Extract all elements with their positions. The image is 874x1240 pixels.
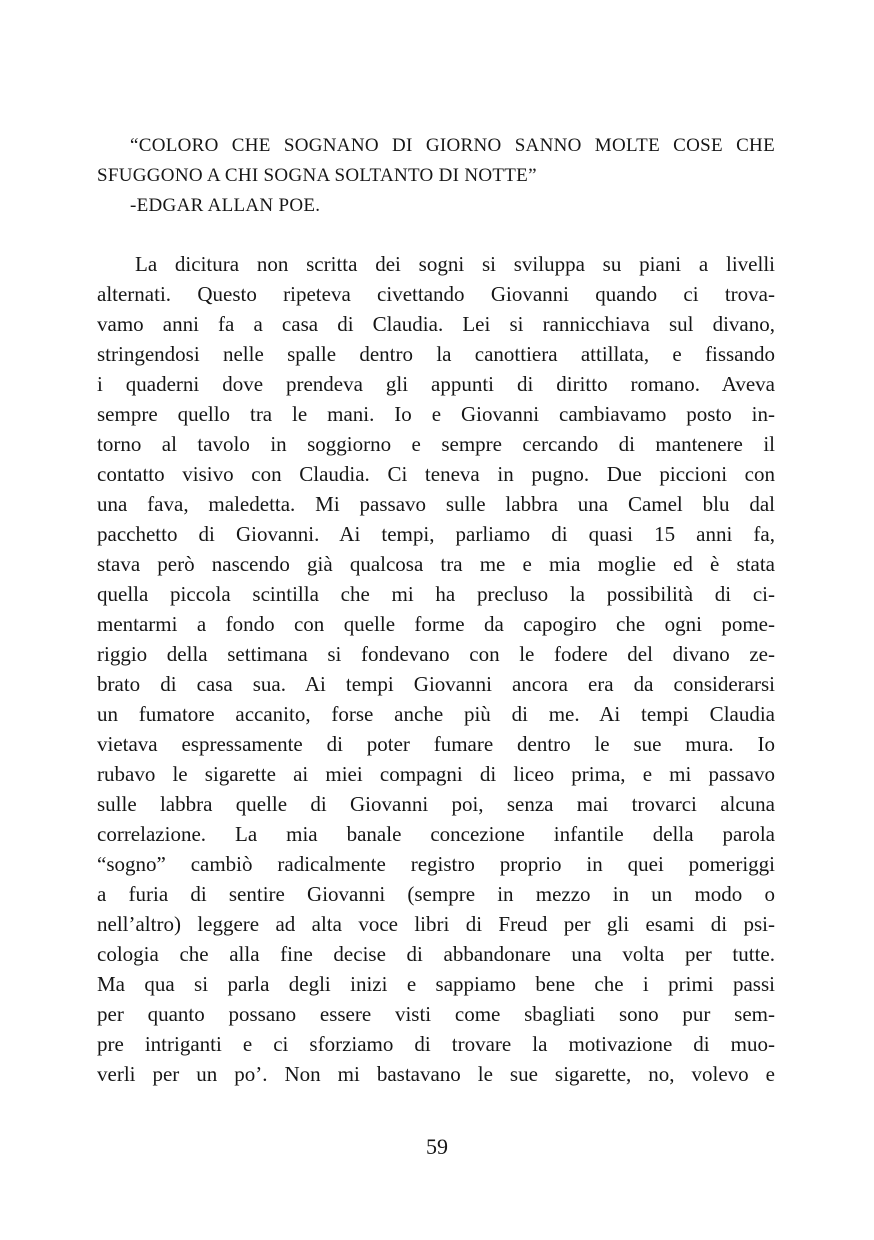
text-line: rubavo le sigarette ai miei compagni di liceo prima, e mi passavo: [97, 762, 775, 786]
text-line: per quanto possano essere visti come sbagliati sono pur sem-: [97, 1002, 775, 1026]
epigraph-quote: [97, 131, 775, 221]
epigraph-line: SFUGGONO A CHI SOGNA SOLTANTO DI NOTTE”: [97, 165, 537, 186]
page-content: [97, 131, 775, 1089]
text-line: quella piccola scintilla che mi ha precluso la possibilità di ci-: [97, 582, 775, 606]
text-line: correlazione. La mia banale concezione infantile della parola: [97, 822, 775, 846]
text-line: a furia di sentire Giovanni (sempre in mezzo in un modo o: [97, 882, 775, 906]
text-line: “sogno” cambiò radicalmente registro proprio in quei pomeriggi: [97, 852, 775, 876]
text-line: cologia che alla fine decise di abbandonare una volta per tutte.: [97, 942, 775, 966]
text-line: pacchetto di Giovanni. Ai tempi, parliamo di quasi 15 anni fa,: [97, 522, 775, 546]
text-line: La dicitura non scritta dei sogni si sviluppa su piani a livelli: [135, 252, 775, 276]
text-line: stava però nascendo già qualcosa tra me e mia moglie ed è stata: [97, 552, 775, 576]
page-number: 59: [426, 1134, 448, 1159]
text-line: una fava, maledetta. Mi passavo sulle labbra una Camel blu dal: [97, 492, 775, 516]
epigraph-line: “COLORO CHE SOGNANO DI GIORNO SANNO MOLTE COSE CHE: [130, 135, 775, 156]
text-line: vietava espressamente di poter fumare dentro le sue mura. Io: [97, 732, 775, 756]
text-line: sulle labbra quelle di Giovanni poi, senza mai trovarci alcuna: [97, 792, 775, 816]
text-line: torno al tavolo in soggiorno e sempre cercando di mantenere il: [97, 432, 775, 456]
text-line: contatto visivo con Claudia. Ci teneva in pugno. Due piccioni con: [97, 462, 775, 486]
text-line: brato di casa sua. Ai tempi Giovanni ancora era da considerarsi: [97, 672, 775, 696]
text-line: pre intriganti e ci sforziamo di trovare la motivazione di muo-: [97, 1032, 775, 1056]
text-line: alternati. Questo ripeteva civettando Giovanni quando ci trova-: [97, 282, 775, 306]
epigraph-lines: [97, 131, 775, 191]
text-line: stringendosi nelle spalle dentro la canottiera attillata, e fissando: [97, 342, 775, 366]
text-line: nell’altro) leggere ad alta voce libri di Freud per gli esami di psi-: [97, 912, 775, 936]
text-line: sempre quello tra le mani. Io e Giovanni cambiavamo posto in-: [97, 402, 775, 426]
text-line: riggio della settimana si fondevano con le fodere del divano ze-: [97, 642, 775, 666]
text-line: un fumatore accanito, forse anche più di me. Ai tempi Claudia: [97, 702, 775, 726]
text-line: mentarmi a fondo con quelle forme da capogiro che ogni pome-: [97, 612, 775, 636]
body-paragraph: [97, 249, 775, 1089]
text-line: vamo anni fa a casa di Claudia. Lei si rannicchiava sul divano,: [97, 312, 775, 336]
text-line: verli per un po’. Non mi bastavano le sue sigarette, no, volevo e: [97, 1062, 775, 1086]
text-line: Ma qua si parla degli inizi e sappiamo bene che i primi passi: [97, 972, 775, 996]
epigraph-attribution: -EDGAR ALLAN POE.: [130, 195, 321, 216]
text-line: i quaderni dove prendeva gli appunti di diritto romano. Aveva: [97, 372, 775, 396]
